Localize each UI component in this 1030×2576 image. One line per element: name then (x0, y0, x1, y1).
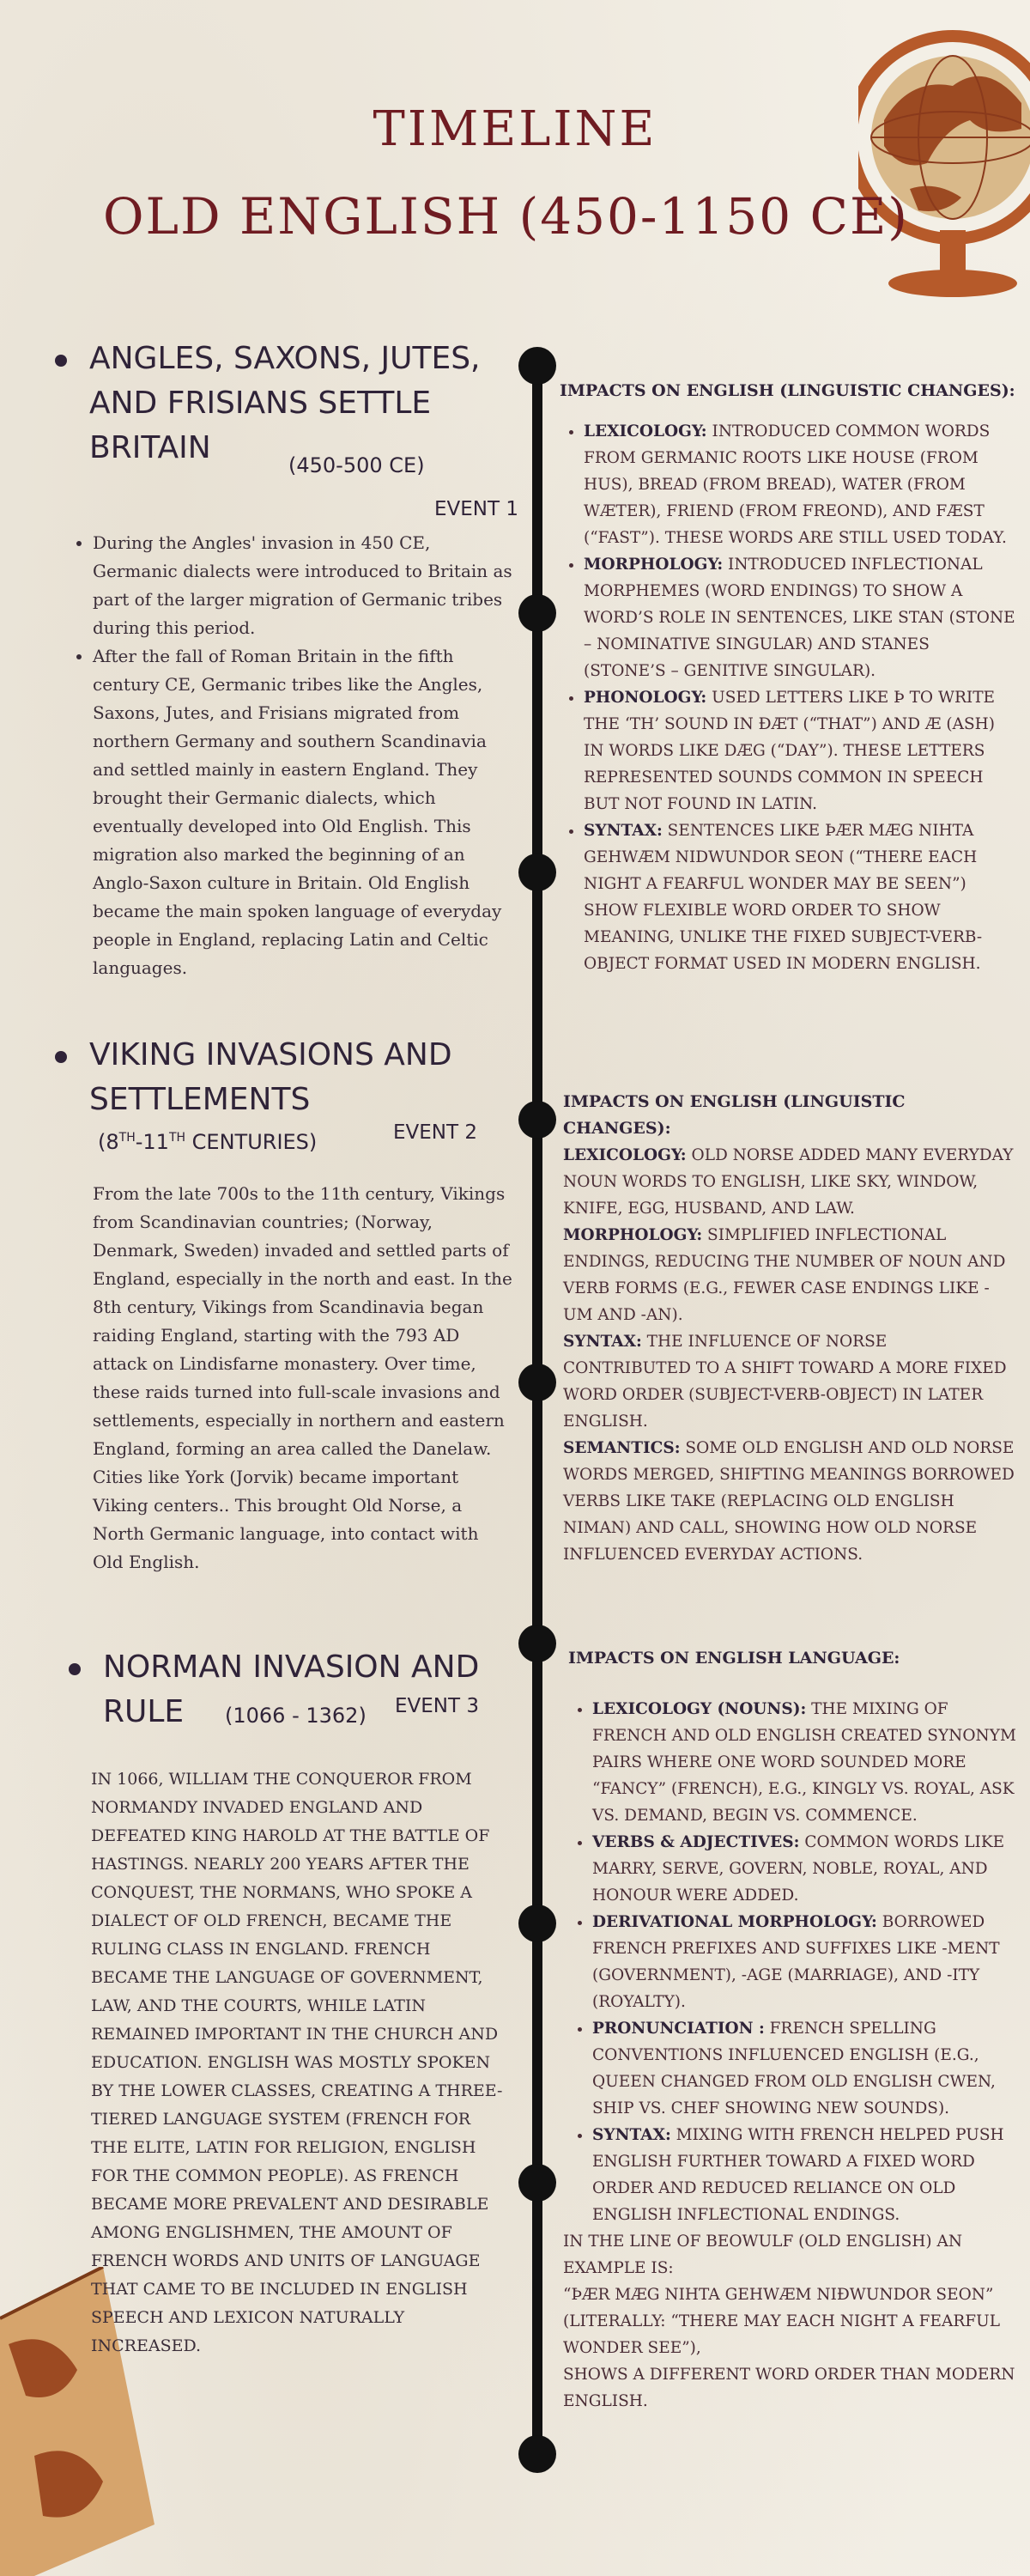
impact-item: SYNTAX: THE INFLUENCE OF NORSE CONTRIBUTED TO A SHIFT TOWARD A MORE FIXED WORD ORDER (SUBJECT-VERB-OBJECT) IN LATER ENGLISH. (563, 1333, 1007, 1431)
timeline-dot (518, 1364, 556, 1401)
event2-title (89, 1033, 518, 1122)
timeline-dot (518, 1625, 556, 1662)
impact-item: • DERIVATIONAL MORPHOLOGY: BORROWED FRENCH PREFIXES AND SUFFIXES LIKE -MENT (GOVERNMENT), -AGE (MARRIAGE), AND -ITY (ROYALTY). (592, 1909, 1023, 2015)
event2-tag: EVENT 2 (393, 1121, 477, 1144)
event1-title-line1: ANGLES, SAXONS, JUTES, (89, 341, 481, 376)
impact-item: • PHONOLOGY: USED LETTERS LIKE Þ TO WRITE THE ‘TH’ SOUND IN ÐÆT (“THAT”) AND Æ (ASH) IN WORDS LIKE DÆG (“DAY”). THESE LETTERS REPRESENTED SOUNDS COMMON IN SPEECH BUT NOT FOUND IN LATIN. (584, 684, 1016, 817)
timeline-dot (518, 854, 556, 891)
event-bullet (55, 1051, 67, 1063)
event2-body: From the late 700s to the 11th century, Vikings from Scandinavian countries; (Norway, Denmark, Sweden) invaded and settled parts of England, especially in the north and east. In the 8th century, Vikings from Scandinavia began raiding England, starting with the 793 AD attack on Lindisfarne monastery. Over time, these raids turned into full-scale invasions and settlements, especially in northern and eastern England, forming an area called the Danelaw. Cities like York (Jorvik) became important Viking centers.. This brought Old Norse, a North Germanic language, into contact with Old English. (93, 1183, 512, 1572)
timeline-dot (518, 1101, 556, 1139)
event1-title-line2: AND FRISIANS SETTLE (89, 386, 432, 421)
impact-item: • SYNTAX: SENTENCES LIKE ÞÆR MÆG NIHTA GEHWÆM NIDWUNDOR SEON (“THERE EACH NIGHT A FEARFUL WONDER MAY BE SEEN”) SHOW FLEXIBLE WORD ORDER TO SHOW MEANING, UNLIKE THE FIXED SUBJECT-VERB-OBJECT FORMAT USED IN MODERN ENGLISH. (584, 817, 1016, 977)
event-bullet (55, 355, 67, 367)
globe-icon (858, 0, 1030, 361)
impact-item: • SYNTAX: MIXING WITH FRENCH HELPED PUSH ENGLISH FURTHER TOWARD A FIXED WORD ORDER AND REDUCED RELIANCE ON OLD ENGLISH INFLECTIONAL ENDINGS. (592, 2122, 1023, 2228)
event3-impacts-heading: IMPACTS ON ENGLISH LANGUAGE: (568, 1649, 900, 1668)
event-bullet (69, 1663, 81, 1675)
event3-title-line1: NORMAN INVASION AND (103, 1649, 480, 1685)
event1-body-item: • During the Angles' invasion in 450 CE, Germanic dialects were introduced to Britain as part of the larger migration of Germanic tribes during this period. (93, 529, 515, 642)
event1-body (69, 529, 515, 982)
event1-impacts (560, 378, 1016, 977)
impact-item: • MORPHOLOGY: INTRODUCED INFLECTIONAL MORPHEMES (WORD ENDINGS) TO SHOW A WORD’S ROLE IN SENTENCES, LIKE STAN (STONE – NOMINATIVE SINGULAR) AND STANES (STONE’S – GENITIVE SINGULAR). (584, 551, 1016, 684)
impact-item: MORPHOLOGY: SIMPLIFIED INFLECTIONAL ENDINGS, REDUCING THE NUMBER OF NOUN AND VERB FORMS (E.G., FEWER CASE ENDINGS LIKE -UM AND -AN). (563, 1226, 1006, 1324)
event3-date: (1066 - 1362) (225, 1704, 367, 1728)
event1-date: (450-500 CE) (288, 453, 425, 477)
timeline-dot (518, 2435, 556, 2473)
event2-impacts-heading: IMPACTS ON ENGLISH (LINGUISTIC CHANGES): (563, 1092, 906, 1138)
event2-title-line2: SETTLEMENTS (89, 1082, 311, 1117)
timeline-dot (518, 1905, 556, 1942)
page-title: TIMELINE (373, 101, 657, 157)
event1-tag: EVENT 1 (434, 498, 518, 520)
impact-item: • PRONUNCIATION : FRENCH SPELLING CONVENTIONS INFLUENCED ENGLISH (E.G., QUEEN CHANGED FROM OLD ENGLISH CWEN, SHIP VS. CHEF SHOWING NEW SOUNDS). (592, 2015, 1023, 2122)
impact-item: • LEXICOLOGY: INTRODUCED COMMON WORDS FROM GERMANIC ROOTS LIKE HOUSE (FROM HUS), BREAD (FROM BREAD), WATER (FROM WÆTER), FRIEND (FROM FREOND), AND FÆST (“FAST”). THESE WORDS ARE STILL USED TODAY. (584, 418, 1016, 551)
event3-tag: EVENT 3 (395, 1695, 479, 1717)
event3-title-line2: RULE (103, 1694, 185, 1729)
beowulf-example: IN THE LINE OF BEOWULF (OLD ENGLISH) AN EXAMPLE IS: “ÞÆR MÆG NIHTA GEHWÆM NIÐWUNDOR SEON” (LITERALLY: “THERE MAY EACH NIGHT A FEARFUL WONDER SEE”), SHOWS A DIFFERENT WORD ORDER THAN MODERN ENGLISH. (563, 2233, 1015, 2410)
event3-body: IN 1066, WILLIAM THE CONQUEROR FROM NORMANDY INVADED ENGLAND AND DEFEATED KING HAROLD AT THE BATTLE OF HASTINGS. NEARLY 200 YEARS AFTER THE CONQUEST, THE NORMANS, WHO SPOKE A DIALECT OF OLD FRENCH, BECAME THE RULING CLASS IN ENGLAND. FRENCH BECAME THE LANGUAGE OF GOVERNMENT, LAW, AND THE COURTS, WHILE LATIN REMAINED IMPORTANT IN THE CHURCH AND EDUCATION. ENGLISH WAS MOSTLY SPOKEN BY THE LOWER CLASSES, CREATING A THREE-TIERED LANGUAGE SYSTEM (FRENCH FOR THE ELITE, LATIN FOR RELIGION, ENGLISH FOR THE COMMON PEOPLE). AS FRENCH BECAME MORE PREVALENT AND DESIRABLE AMONG ENGLISHMEN, THE AMOUNT OF FRENCH WORDS AND UNITS OF LANGUAGE THAT CAME TO BE INCLUDED IN ENGLISH SPEECH AND LEXICON NATURALLY INCREASED. (91, 1770, 503, 2355)
event1-impacts-heading: IMPACTS ON ENGLISH (LINGUISTIC CHANGES): (560, 381, 1015, 400)
impact-item: LEXICOLOGY: OLD NORSE ADDED MANY EVERYDAY NOUN WORDS TO ENGLISH, LIKE SKY, WINDOW, KNIFE, EGG, HUSBAND, AND LAW. (563, 1146, 1014, 1218)
event1-title (89, 337, 518, 471)
impact-item: • VERBS & ADJECTIVES: COMMON WORDS LIKE MARRY, SERVE, GOVERN, NOBLE, ROYAL, AND HONOUR WERE ADDED. (592, 1829, 1023, 1909)
impact-item: • LEXICOLOGY (NOUNS): THE MIXING OF FRENCH AND OLD ENGLISH CREATED SYNONYM PAIRS WHERE ONE WORD SOUNDED MORE “FANCY” (FRENCH), E.G., KINGLY VS. ROYAL, ASK VS. DEMAND, BEGIN VS. COMMENCE. (592, 1696, 1023, 1829)
event2-title-line1: VIKING INVASIONS AND (89, 1037, 452, 1072)
timeline-line (532, 352, 542, 2456)
page-subtitle: OLD ENGLISH (450-1150 CE) (103, 187, 909, 246)
event2-impacts (563, 1089, 1018, 1568)
event2-date: (8TH-11TH CENTURIES) (98, 1130, 318, 1154)
timeline-dot (518, 2164, 556, 2202)
timeline-dot (518, 347, 556, 385)
event1-body-item: • After the fall of Roman Britain in the fifth century CE, Germanic tribes like the Angles, Saxons, Jutes, and Frisians migrated from northern Germany and southern Scandinavia and settled mainly in eastern England. They brought their Germanic dialects, which eventually developed into Old English. This migration also marked the beginning of an Anglo-Saxon culture in Britain. Old English became the main spoken language of everyday people in England, replacing Latin and Celtic languages. (93, 642, 515, 982)
timeline-dot (518, 594, 556, 632)
event3-impacts (563, 1645, 1023, 2415)
event1-title-line3: BRITAIN (89, 430, 211, 465)
impact-item: SEMANTICS: SOME OLD ENGLISH AND OLD NORSE WORDS MERGED, SHIFTING MEANINGS BORROWED VERBS LIKE TAKE (REPLACING OLD ENGLISH NIMAN) AND CALL, SHOWING HOW OLD NORSE INFLUENCED EVERYDAY ACTIONS. (563, 1439, 1015, 1564)
